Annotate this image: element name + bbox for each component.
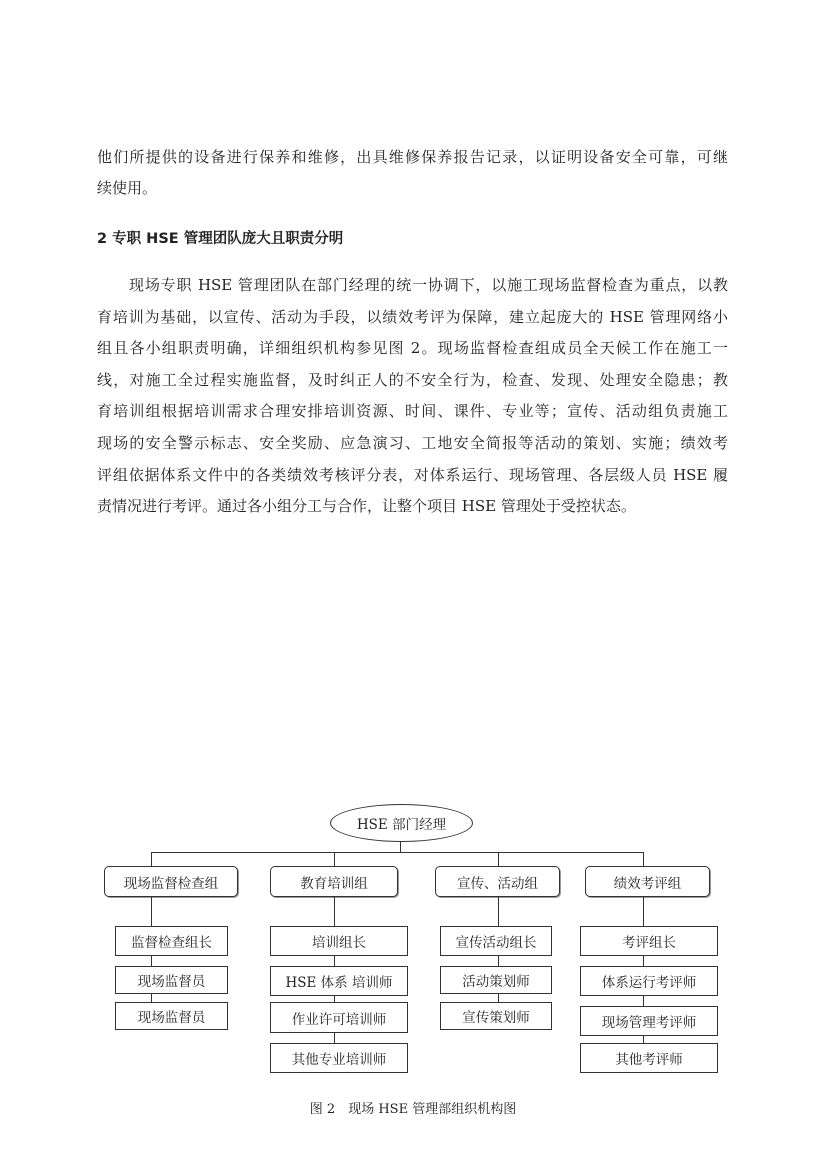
org-member-node: 宣传活动组长 (440, 926, 552, 956)
connector (643, 996, 644, 1006)
paragraph-line: 评组依据体系文件中的各类绩效考核评分表，对体系运行、现场管理、各层级人员 HSE 履 (97, 465, 728, 484)
org-member-node: 现场管理考评师 (580, 1006, 718, 1036)
org-member-node: 现场监督员 (115, 1002, 228, 1030)
connector (334, 897, 335, 926)
connector (498, 956, 499, 966)
org-member-node: 其他专业培训师 (270, 1043, 408, 1073)
org-member-node: 作业许可培训师 (270, 1002, 408, 1033)
paragraph-line: 育培训为基础，以宣传、活动为手段，以绩效考评为保障，建立起庞大的 HSE 管理网络小 (97, 307, 728, 326)
connector (151, 897, 152, 926)
connector (498, 994, 499, 1002)
org-member-node: 考评组长 (580, 926, 718, 956)
connector (334, 852, 335, 866)
org-member-node: 现场监督员 (115, 966, 228, 994)
connector (334, 956, 335, 966)
connector (643, 897, 644, 926)
paragraph-line: 现场专职 HSE 管理团队在部门经理的统一协调下，以施工现场监督检查为重点，以教 (129, 276, 728, 294)
org-member-node: 其他考评师 (580, 1043, 718, 1073)
paragraph-line: 组且各小组职责明确，详细组织机构参见图 2。现场监督检查组成员全天候工作在施工一 (97, 339, 728, 358)
connector (151, 994, 152, 1002)
paragraph-line: 责情况进行考评。通过各小组分工与合作，让整个项目 HSE 管理处于受控状态。 (97, 497, 636, 516)
connector (151, 956, 152, 966)
paragraph-line: 现场的安全警示标志、安全奖励、应急演习、工地安全简报等活动的策划、实施；绩效考 (97, 434, 728, 452)
org-member-node: 培训组长 (270, 926, 408, 956)
section-heading: 2 专职 HSE 管理团队庞大且职责分明 (97, 231, 344, 247)
connector (643, 956, 644, 966)
figure-caption: 图 2 现场 HSE 管理部组织机构图 (309, 1102, 517, 1117)
org-member-node: 活动策划师 (440, 966, 552, 994)
connector (498, 852, 499, 866)
connector (400, 842, 401, 852)
intro-line: 他们所提供的设备进行保养和维修，出具维修保养报告记录，以证明设备安全可靠，可继 (97, 148, 728, 166)
org-group-node: 宣传、活动组 (435, 866, 560, 897)
connector (498, 897, 499, 926)
org-member-node: 监督检查组长 (115, 926, 228, 956)
paragraph-line: 线，对施工全过程实施监督，及时纠正人的不安全行为，检查、发现、处理安全隐患；教 (97, 370, 728, 389)
connector (151, 852, 644, 853)
org-member-node: HSE 体系 培训师 (270, 966, 408, 996)
connector (643, 852, 644, 866)
paragraph-line: 育培训组根据培训需求合理安排培训资源、时间、课件、专业等；宣传、活动组负责施工 (97, 402, 728, 421)
connector (151, 852, 152, 866)
org-group-node: 教育培训组 (270, 866, 398, 897)
intro-line: 续使用。 (97, 179, 158, 197)
connector (643, 1036, 644, 1043)
org-group-node: 绩效考评组 (585, 866, 710, 897)
connector (334, 1033, 335, 1043)
org-root-node: HSE 部门经理 (330, 804, 473, 842)
org-group-node: 现场监督检查组 (104, 866, 238, 897)
org-member-node: 体系运行考评师 (580, 966, 718, 996)
org-member-node: 宣传策划师 (440, 1002, 552, 1030)
